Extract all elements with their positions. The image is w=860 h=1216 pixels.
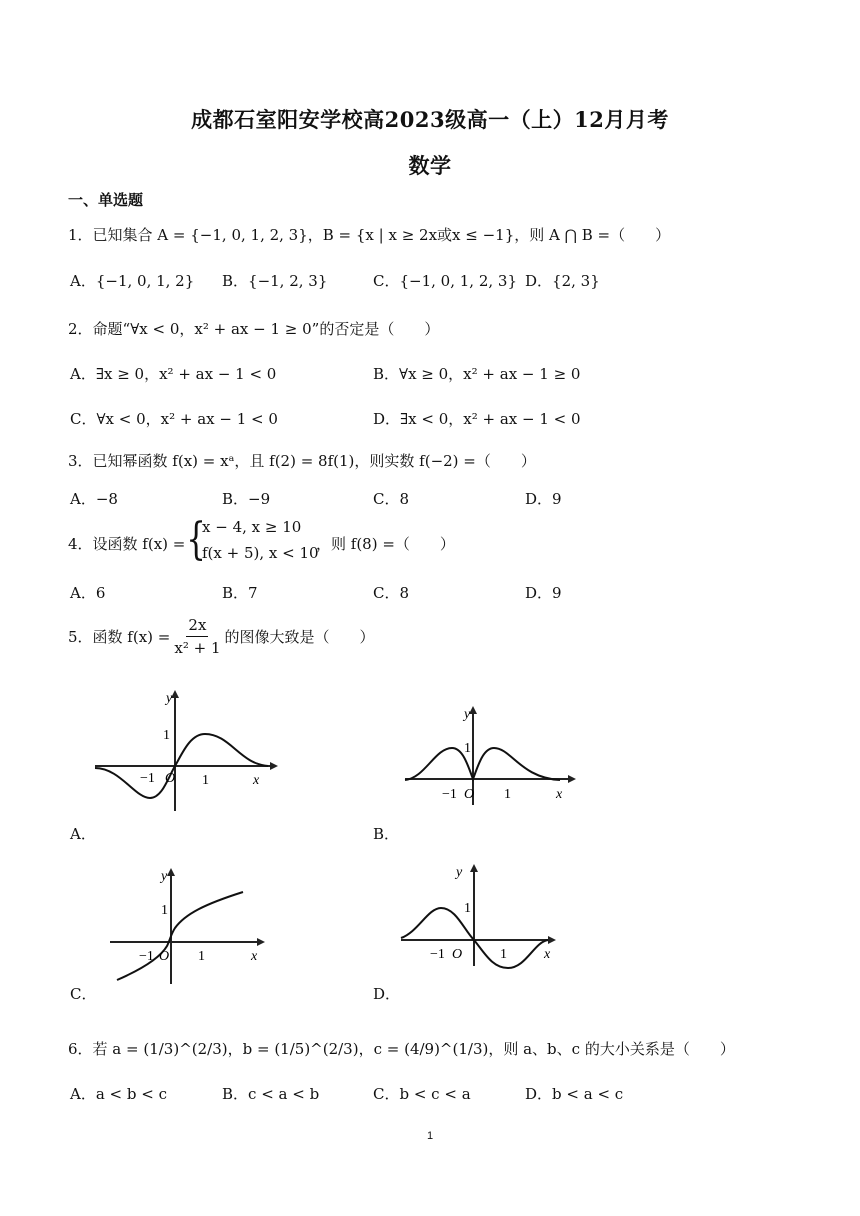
graph-c-origin: O [159,949,170,964]
page-title: 成都石室阳安学校高2023级高一（上）12月月考 [191,107,669,132]
graph-d-one-y: 1 [464,901,471,916]
q3-option-c: C．8 [373,490,410,508]
question-4-suffix: ，则 f(8) =（ ） [316,535,455,553]
section-heading: 一、单选题 [68,191,144,209]
graph-a-one-x: 1 [202,773,209,788]
q4-case-1: x − 4, x ≥ 10 [202,518,302,536]
graph-d-x-label: x [544,947,551,962]
q2-option-d: D．∃x < 0，x² + ax − 1 < 0 [373,410,581,428]
graph-d [398,860,563,970]
q2-option-b: B．∀x ≥ 0，x² + ax − 1 ≥ 0 [373,365,581,383]
q1-option-b: B．{−1, 2, 3} [222,272,328,290]
question-2: 2．命题“∀x < 0，x² + ax − 1 ≥ 0”的否定是（ ） [68,320,440,338]
graph-d-y-label: y [456,865,463,880]
graph-b-origin: O [464,787,475,802]
graph-b-one-y: 1 [464,741,471,756]
q4-option-d: D．9 [525,584,562,602]
q5-option-c: C． [70,985,97,1003]
q2-option-c: C．∀x < 0，x² + ax − 1 < 0 [70,410,278,428]
graph-d-origin: O [452,947,463,962]
page-number: 1 [426,1130,434,1142]
q1-option-d: D．{2, 3} [525,272,600,290]
q3-option-a: A．−8 [70,490,118,508]
q6-option-b: B．c < a < b [222,1085,320,1103]
q5-option-a: A． [70,825,96,843]
q5-option-d: D． [373,985,401,1003]
graph-b-x-label: x [556,787,563,802]
q1-option-a: A．{−1, 0, 1, 2} [70,272,195,290]
piecewise-brace: { [186,514,206,565]
graph-a [90,686,280,816]
graph-a-origin: O [165,771,176,786]
graph-c-x-label: x [251,949,258,964]
q5-fraction [174,614,220,659]
q6-option-c: C．b < c < a [373,1085,471,1103]
q6-option-a: A．a < b < c [70,1085,167,1103]
q5-denominator: x² + 1 [174,639,221,657]
graph-a-neg-one: −1 [140,771,155,786]
graph-d-neg-one: −1 [430,947,445,962]
q3-option-d: D．9 [525,490,562,508]
q5-prefix: 5．函数 f(x) = [68,628,171,646]
subject-title: 数学 [408,153,452,178]
q5-option-b: B． [373,825,400,843]
q6-option-d: D．b < a < c [525,1085,624,1103]
q2-option-a: A．∃x ≥ 0，x² + ax − 1 < 0 [70,365,277,383]
graph-a-y-label: y [166,691,173,706]
graph-a-x-label: x [253,773,260,788]
graph-b-one-x: 1 [504,787,511,802]
graph-b-neg-one: −1 [442,787,457,802]
graph-c-one-y: 1 [161,903,168,918]
q4-option-b: B．7 [222,584,258,602]
q4-case-2: f(x + 5), x < 10 [202,544,319,562]
graph-a-one-y: 1 [163,728,170,743]
q3-option-b: B．−9 [222,490,271,508]
graph-b-y-label: y [464,707,471,722]
graph-b [400,700,580,810]
question-5 [68,614,375,659]
graph-d-one-x: 1 [500,947,507,962]
q5-numerator: 2x [186,614,208,637]
graph-c-one-x: 1 [198,949,205,964]
question-1: 1．已知集合 A = {−1, 0, 1, 2, 3}，B = {x | x ≥ 2x或x ≤ −1}，则 A ⋂ B =（ ） [68,226,671,244]
q1-option-c: C．{−1, 0, 1, 2, 3} [373,272,517,290]
graph-c [105,862,270,987]
graph-c-neg-one: −1 [139,949,154,964]
graph-c-y-label: y [161,869,168,884]
question-3: 3．已知幂函数 f(x) = xᵃ，且 f(2) = 8f(1)，则实数 f(−2) =（ ） [68,452,536,470]
question-6: 6．若 a = (1/3)^(2/3)，b = (1/5)^(2/3)，c = (4/9)^(1/3)，则 a、b、c 的大小关系是（ ） [68,1040,735,1058]
q4-option-a: A．6 [70,584,106,602]
question-4-prefix: 4．设函数 f(x) = [68,535,186,553]
q4-option-c: C．8 [373,584,410,602]
q5-suffix: 的图像大致是（ ） [224,628,375,646]
